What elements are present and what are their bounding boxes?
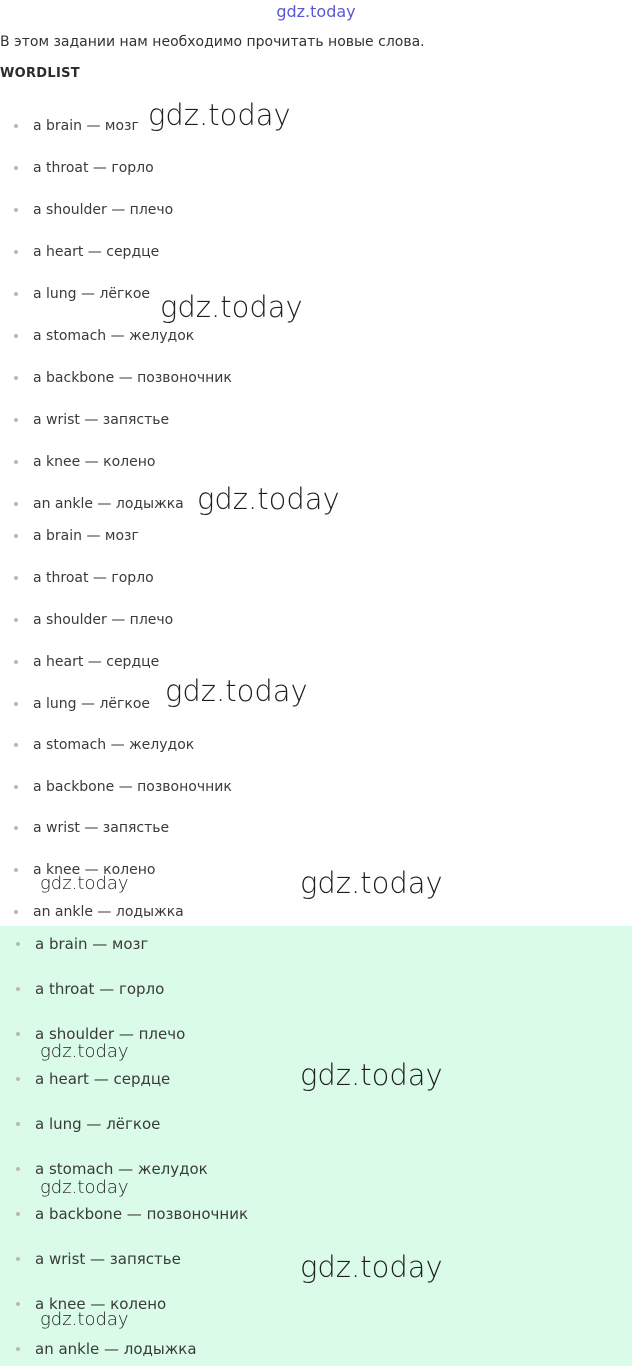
bullet-icon — [14, 460, 18, 464]
list-item — [14, 242, 159, 262]
word-pair: a brain — мозг — [35, 935, 149, 953]
bullet-icon — [16, 1347, 20, 1351]
bullet-icon — [14, 124, 18, 128]
word-pair: a shoulder — плечо — [35, 1025, 186, 1043]
word-pair: a heart — сердце — [33, 654, 160, 670]
bullet-icon — [14, 868, 18, 872]
bullet-icon — [14, 618, 18, 622]
word-pair: a throat — горло — [33, 570, 154, 586]
list-item — [16, 1339, 197, 1359]
site-watermark: gdz.today — [276, 2, 356, 21]
watermark: gdz.today — [40, 1041, 129, 1062]
list-item — [16, 934, 148, 954]
word-pair: a heart — сердце — [35, 1070, 171, 1088]
word-pair: a brain — мозг — [33, 118, 139, 134]
word-pair: a shoulder — плечо — [33, 202, 174, 218]
bullet-icon — [16, 1122, 20, 1126]
watermark: gdz.today — [160, 290, 303, 324]
list-item — [16, 979, 164, 999]
bullet-icon — [14, 826, 18, 830]
bullet-icon — [16, 942, 20, 946]
watermark: gdz.today — [148, 98, 291, 132]
list-item — [14, 818, 169, 838]
bullet-icon — [14, 785, 18, 789]
list-item — [14, 368, 232, 388]
word-pair: a wrist — запястье — [33, 412, 170, 428]
word-pair: a throat — горло — [35, 980, 165, 998]
watermark: gdz.today — [300, 866, 443, 900]
word-pair: an ankle — лодыжка — [35, 1340, 197, 1358]
word-pair: a stomach — желудок — [35, 1160, 208, 1178]
word-pair: a lung — лёгкое — [35, 1115, 161, 1133]
list-item — [16, 1249, 181, 1269]
watermark: gdz.today — [300, 1250, 443, 1284]
word-pair: an ankle — лодыжка — [33, 904, 184, 920]
watermark: gdz.today — [40, 1177, 129, 1198]
bullet-icon — [16, 1077, 20, 1081]
watermark: gdz.today — [40, 1309, 129, 1330]
bullet-icon — [14, 534, 18, 538]
watermark: gdz.today — [40, 873, 129, 894]
word-pair: a backbone — позвоночник — [33, 370, 232, 386]
word-pair: a wrist — запястье — [35, 1250, 181, 1268]
list-item — [14, 777, 232, 797]
bullet-icon — [16, 987, 20, 991]
bullet-icon — [16, 1032, 20, 1036]
wordlist-heading: WORDLIST — [0, 66, 80, 81]
bullet-icon — [14, 166, 18, 170]
list-item — [14, 526, 139, 546]
watermark: gdz.today — [165, 674, 308, 708]
bullet-icon — [14, 250, 18, 254]
bullet-icon — [14, 910, 18, 914]
word-pair: a backbone — позвоночник — [33, 779, 232, 795]
word-pair: a wrist — запястье — [33, 820, 170, 836]
bullet-icon — [14, 376, 18, 380]
list-item — [14, 284, 150, 304]
word-pair: a heart — сердце — [33, 244, 160, 260]
list-item — [14, 694, 150, 714]
bullet-icon — [16, 1167, 20, 1171]
list-item — [14, 652, 159, 672]
word-pair: a shoulder — плечо — [33, 612, 174, 628]
word-pair: an ankle — лодыжка — [33, 496, 184, 512]
bullet-icon — [14, 418, 18, 422]
list-item — [16, 1069, 170, 1089]
watermark: gdz.today — [197, 482, 340, 516]
word-pair: a knee — колено — [33, 454, 156, 470]
list-item — [14, 200, 173, 220]
list-item — [14, 326, 194, 346]
list-item — [14, 158, 154, 178]
word-pair: a brain — мозг — [33, 528, 139, 544]
intro-text: В этом задании нам необходимо прочитать новые слова. — [0, 34, 425, 50]
bullet-icon — [14, 292, 18, 296]
list-item — [16, 1204, 248, 1224]
word-pair: a lung — лёгкое — [33, 286, 151, 302]
bullet-icon — [16, 1257, 20, 1261]
word-pair: a stomach — желудок — [33, 737, 195, 753]
bullet-icon — [14, 208, 18, 212]
list-item — [14, 902, 184, 922]
bullet-icon — [14, 702, 18, 706]
bullet-icon — [14, 576, 18, 580]
word-pair: a lung — лёгкое — [33, 696, 151, 712]
word-pair: a stomach — желудок — [33, 328, 195, 344]
list-item — [14, 735, 194, 755]
list-item — [14, 410, 169, 430]
bullet-icon — [14, 502, 18, 506]
list-item — [16, 1159, 208, 1179]
watermark: gdz.today — [300, 1058, 443, 1092]
word-pair: a backbone — позвоночник — [35, 1205, 249, 1223]
word-pair: a knee — колено — [33, 862, 156, 878]
bullet-icon — [16, 1212, 20, 1216]
list-item — [14, 116, 139, 136]
word-pair: a knee — колено — [35, 1295, 167, 1313]
list-item — [14, 568, 154, 588]
list-item — [14, 452, 155, 472]
list-item — [14, 610, 173, 630]
word-pair: a throat — горло — [33, 160, 154, 176]
bullet-icon — [14, 743, 18, 747]
bullet-icon — [16, 1302, 20, 1306]
bullet-icon — [14, 334, 18, 338]
bullet-icon — [14, 660, 18, 664]
list-item — [14, 494, 184, 514]
list-item — [16, 1114, 160, 1134]
